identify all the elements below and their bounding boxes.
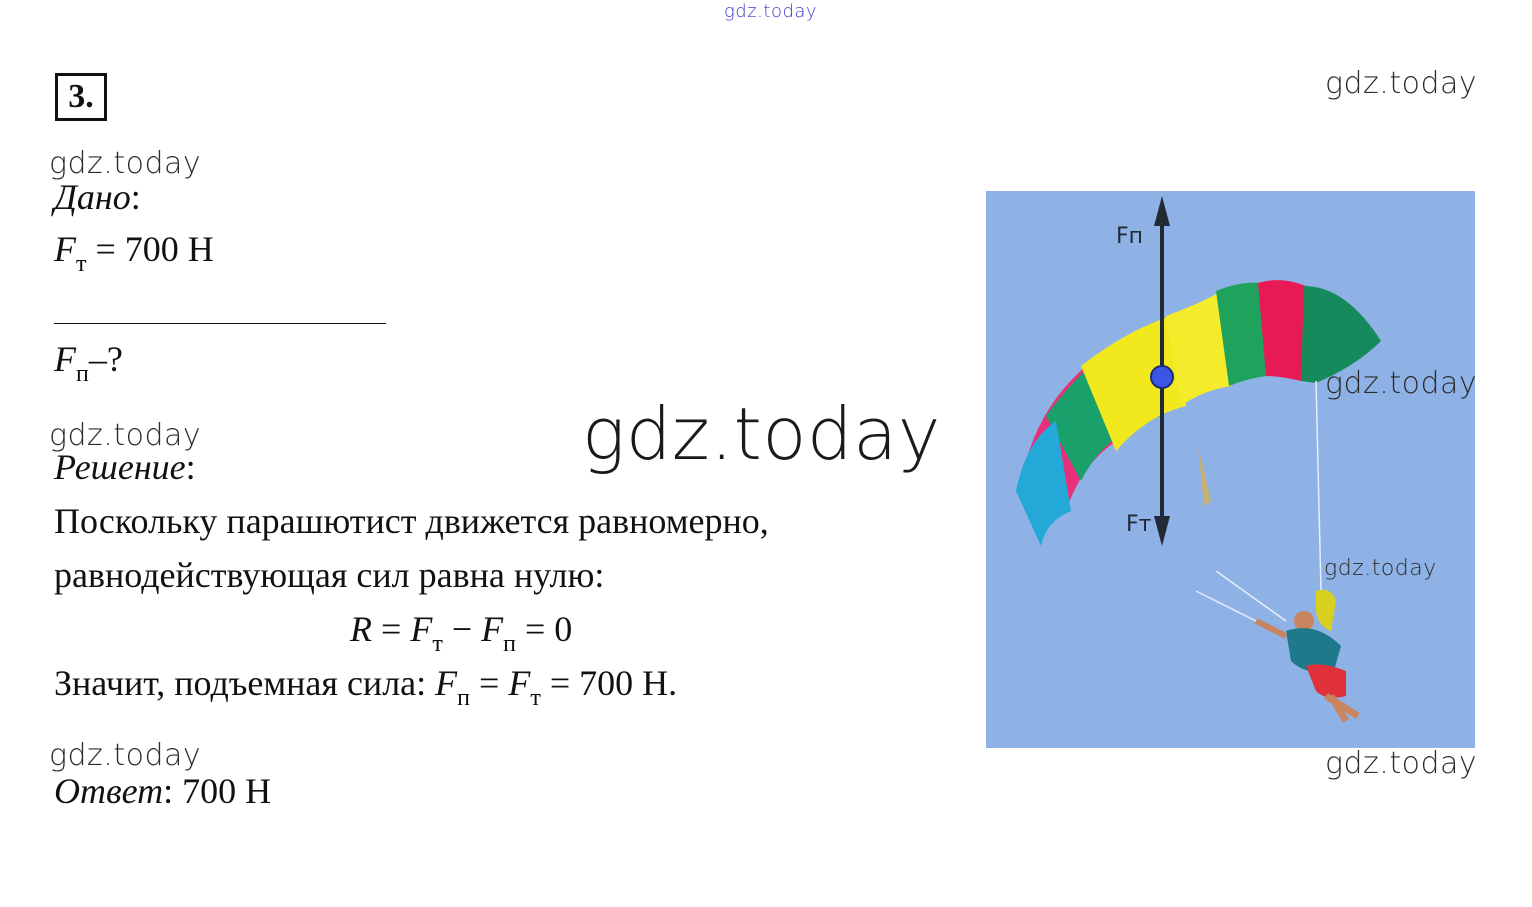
given-find-divider [54, 323, 386, 324]
answer: Ответ: 700 Н [54, 771, 272, 811]
solution-line-2: равнодействующая сил равна нулю: [54, 555, 605, 595]
force-lift-label: Fп [1116, 224, 1144, 249]
find-value: $F_п-$? [54, 339, 123, 387]
center-of-mass-point [1151, 366, 1173, 388]
watermark-top: gdz.today [724, 1, 818, 22]
given-heading: Дано: [54, 177, 141, 217]
solution-heading: Решение: [54, 447, 196, 487]
watermark-center: gdz.today [582, 392, 941, 476]
watermark-bottom-right: gdz.today [1325, 746, 1478, 781]
solution-line-1: Поскольку парашютист движется равномерно, [54, 501, 769, 541]
watermark-left-1: gdz.today [49, 146, 202, 181]
watermark-top-right: gdz.today [1325, 66, 1478, 101]
watermark-image-right: gdz.today [1325, 366, 1478, 401]
watermark-image-small: gdz.today [1324, 556, 1437, 581]
watermark-left-2: gdz.today [49, 418, 202, 453]
conclusion: Значит, подъемная сила: $F_п = F_т = 700$ Н. [54, 663, 678, 711]
equation: $R = F_т - F_п = 0$ [350, 609, 573, 657]
parachutist-figure [986, 191, 1478, 748]
given-value: $F_т = 700$ Н [54, 229, 214, 277]
force-gravity-label: Fт [1126, 512, 1152, 537]
watermark-left-3: gdz.today [49, 738, 202, 773]
problem-number: 3. [55, 73, 107, 121]
